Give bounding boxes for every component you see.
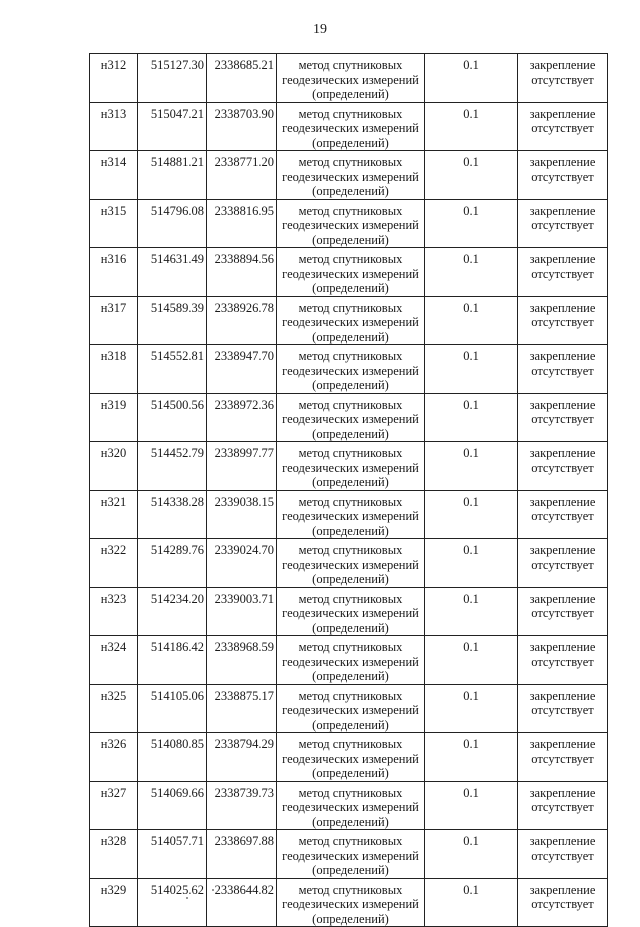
coord-y-cell: 2338947.70 [207, 345, 277, 394]
method-cell: метод спутниковых геодезических измерений (определений) [277, 781, 425, 830]
fixation-cell: закрепление отсутствует [518, 830, 608, 879]
coord-x-cell: 514338.28 [138, 490, 207, 539]
coord-y-cell: 2338972.36 [207, 393, 277, 442]
fixation-cell: закрепление отсутствует [518, 587, 608, 636]
accuracy-cell: 0.1 [425, 684, 518, 733]
fixation-cell: закрепление отсутствует [518, 393, 608, 442]
accuracy-cell: 0.1 [425, 587, 518, 636]
point-id-cell: н327 [90, 781, 138, 830]
coord-x-cell: 514796.08 [138, 199, 207, 248]
coord-y-cell: 2339038.15 [207, 490, 277, 539]
coord-x-cell: 514234.20 [138, 587, 207, 636]
point-id-cell: н320 [90, 442, 138, 491]
coord-x-cell: 514057.71 [138, 830, 207, 879]
method-cell: метод спутниковых геодезических измерений (определений) [277, 733, 425, 782]
coord-y-cell: 2339024.70 [207, 539, 277, 588]
accuracy-cell: 0.1 [425, 830, 518, 879]
accuracy-cell: 0.1 [425, 878, 518, 927]
point-id-cell: н318 [90, 345, 138, 394]
table-row [90, 248, 608, 297]
method-cell: метод спутниковых геодезических измерений (определений) [277, 345, 425, 394]
coord-y-cell: 2338771.20 [207, 151, 277, 200]
coord-y-cell: 2338644.82 [207, 878, 277, 927]
table-row [90, 587, 608, 636]
point-id-cell: н319 [90, 393, 138, 442]
accuracy-cell: 0.1 [425, 248, 518, 297]
method-cell: метод спутниковых геодезических измерений (определений) [277, 442, 425, 491]
scan-speck [212, 889, 214, 891]
table-row [90, 102, 608, 151]
accuracy-cell: 0.1 [425, 199, 518, 248]
coord-x-cell: 514881.21 [138, 151, 207, 200]
method-cell: метод спутниковых геодезических измерений (определений) [277, 830, 425, 879]
coord-x-cell: 514452.79 [138, 442, 207, 491]
fixation-cell: закрепление отсутствует [518, 781, 608, 830]
table-row [90, 151, 608, 200]
table-row [90, 442, 608, 491]
accuracy-cell: 0.1 [425, 539, 518, 588]
point-id-cell: н315 [90, 199, 138, 248]
fixation-cell: закрепление отсутствует [518, 151, 608, 200]
fixation-cell: закрепление отсутствует [518, 248, 608, 297]
accuracy-cell: 0.1 [425, 733, 518, 782]
table-row [90, 54, 608, 103]
method-cell: метод спутниковых геодезических измерений (определений) [277, 587, 425, 636]
table-row [90, 539, 608, 588]
point-id-cell: н328 [90, 830, 138, 879]
point-id-cell: н322 [90, 539, 138, 588]
accuracy-cell: 0.1 [425, 102, 518, 151]
fixation-cell: закрепление отсутствует [518, 684, 608, 733]
coordinates-table [89, 53, 608, 927]
coord-y-cell: 2338685.21 [207, 54, 277, 103]
accuracy-cell: 0.1 [425, 442, 518, 491]
fixation-cell: закрепление отсутствует [518, 102, 608, 151]
fixation-cell: закрепление отсутствует [518, 636, 608, 685]
coord-x-cell: 514500.56 [138, 393, 207, 442]
coord-x-cell: 515047.21 [138, 102, 207, 151]
coord-y-cell: 2338968.59 [207, 636, 277, 685]
fixation-cell: закрепление отсутствует [518, 199, 608, 248]
point-id-cell: н317 [90, 296, 138, 345]
coord-y-cell: 2338697.88 [207, 830, 277, 879]
point-id-cell: н316 [90, 248, 138, 297]
fixation-cell: закрепление отсутствует [518, 733, 608, 782]
method-cell: метод спутниковых геодезических измерений (определений) [277, 296, 425, 345]
table-row [90, 733, 608, 782]
point-id-cell: н312 [90, 54, 138, 103]
coord-y-cell: 2338894.56 [207, 248, 277, 297]
table-row [90, 830, 608, 879]
point-id-cell: н324 [90, 636, 138, 685]
coord-x-cell: 515127.30 [138, 54, 207, 103]
coord-y-cell: 2338794.29 [207, 733, 277, 782]
coord-y-cell: 2338926.78 [207, 296, 277, 345]
point-id-cell: н314 [90, 151, 138, 200]
fixation-cell: закрепление отсутствует [518, 54, 608, 103]
point-id-cell: н321 [90, 490, 138, 539]
accuracy-cell: 0.1 [425, 636, 518, 685]
table-row [90, 684, 608, 733]
coord-x-cell: 514105.06 [138, 684, 207, 733]
table-row [90, 781, 608, 830]
table-row [90, 490, 608, 539]
method-cell: метод спутниковых геодезических измерений (определений) [277, 102, 425, 151]
fixation-cell: закрепление отсутствует [518, 345, 608, 394]
accuracy-cell: 0.1 [425, 151, 518, 200]
method-cell: метод спутниковых геодезических измерений (определений) [277, 199, 425, 248]
method-cell: метод спутниковых геодезических измерений (определений) [277, 248, 425, 297]
table-row [90, 636, 608, 685]
coord-y-cell: 2338875.17 [207, 684, 277, 733]
coord-x-cell: 514069.66 [138, 781, 207, 830]
method-cell: метод спутниковых геодезических измерений (определений) [277, 54, 425, 103]
point-id-cell: н326 [90, 733, 138, 782]
point-id-cell: н329 [90, 878, 138, 927]
accuracy-cell: 0.1 [425, 345, 518, 394]
accuracy-cell: 0.1 [425, 393, 518, 442]
fixation-cell: закрепление отсутствует [518, 490, 608, 539]
coord-y-cell: 2339003.71 [207, 587, 277, 636]
table-row [90, 878, 608, 927]
coord-x-cell: 514631.49 [138, 248, 207, 297]
fixation-cell: закрепление отсутствует [518, 442, 608, 491]
point-id-cell: н323 [90, 587, 138, 636]
coord-x-cell: 514025.62 [138, 878, 207, 927]
method-cell: метод спутниковых геодезических измерений (определений) [277, 490, 425, 539]
fixation-cell: закрепление отсутствует [518, 296, 608, 345]
table-row [90, 345, 608, 394]
coord-x-cell: 514589.39 [138, 296, 207, 345]
coord-y-cell: 2338997.77 [207, 442, 277, 491]
coord-x-cell: 514080.85 [138, 733, 207, 782]
point-id-cell: н313 [90, 102, 138, 151]
table-row [90, 296, 608, 345]
method-cell: метод спутниковых геодезических измерений (определений) [277, 393, 425, 442]
method-cell: метод спутниковых геодезических измерений (определений) [277, 539, 425, 588]
accuracy-cell: 0.1 [425, 781, 518, 830]
accuracy-cell: 0.1 [425, 490, 518, 539]
accuracy-cell: 0.1 [425, 54, 518, 103]
point-id-cell: н325 [90, 684, 138, 733]
table-row [90, 199, 608, 248]
table-row [90, 393, 608, 442]
coordinates-table-body [90, 54, 608, 927]
page-number: 19 [313, 22, 327, 37]
coord-x-cell: 514289.76 [138, 539, 207, 588]
method-cell: метод спутниковых геодезических измерений (определений) [277, 151, 425, 200]
fixation-cell: закрепление отсутствует [518, 878, 608, 927]
coord-y-cell: 2338703.90 [207, 102, 277, 151]
scan-speck [186, 897, 188, 899]
method-cell: метод спутниковых геодезических измерений (определений) [277, 636, 425, 685]
coord-x-cell: 514552.81 [138, 345, 207, 394]
accuracy-cell: 0.1 [425, 296, 518, 345]
coord-y-cell: 2338816.95 [207, 199, 277, 248]
method-cell: метод спутниковых геодезических измерений (определений) [277, 684, 425, 733]
coord-y-cell: 2338739.73 [207, 781, 277, 830]
method-cell: метод спутниковых геодезических измерений (определений) [277, 878, 425, 927]
fixation-cell: закрепление отсутствует [518, 539, 608, 588]
coord-x-cell: 514186.42 [138, 636, 207, 685]
